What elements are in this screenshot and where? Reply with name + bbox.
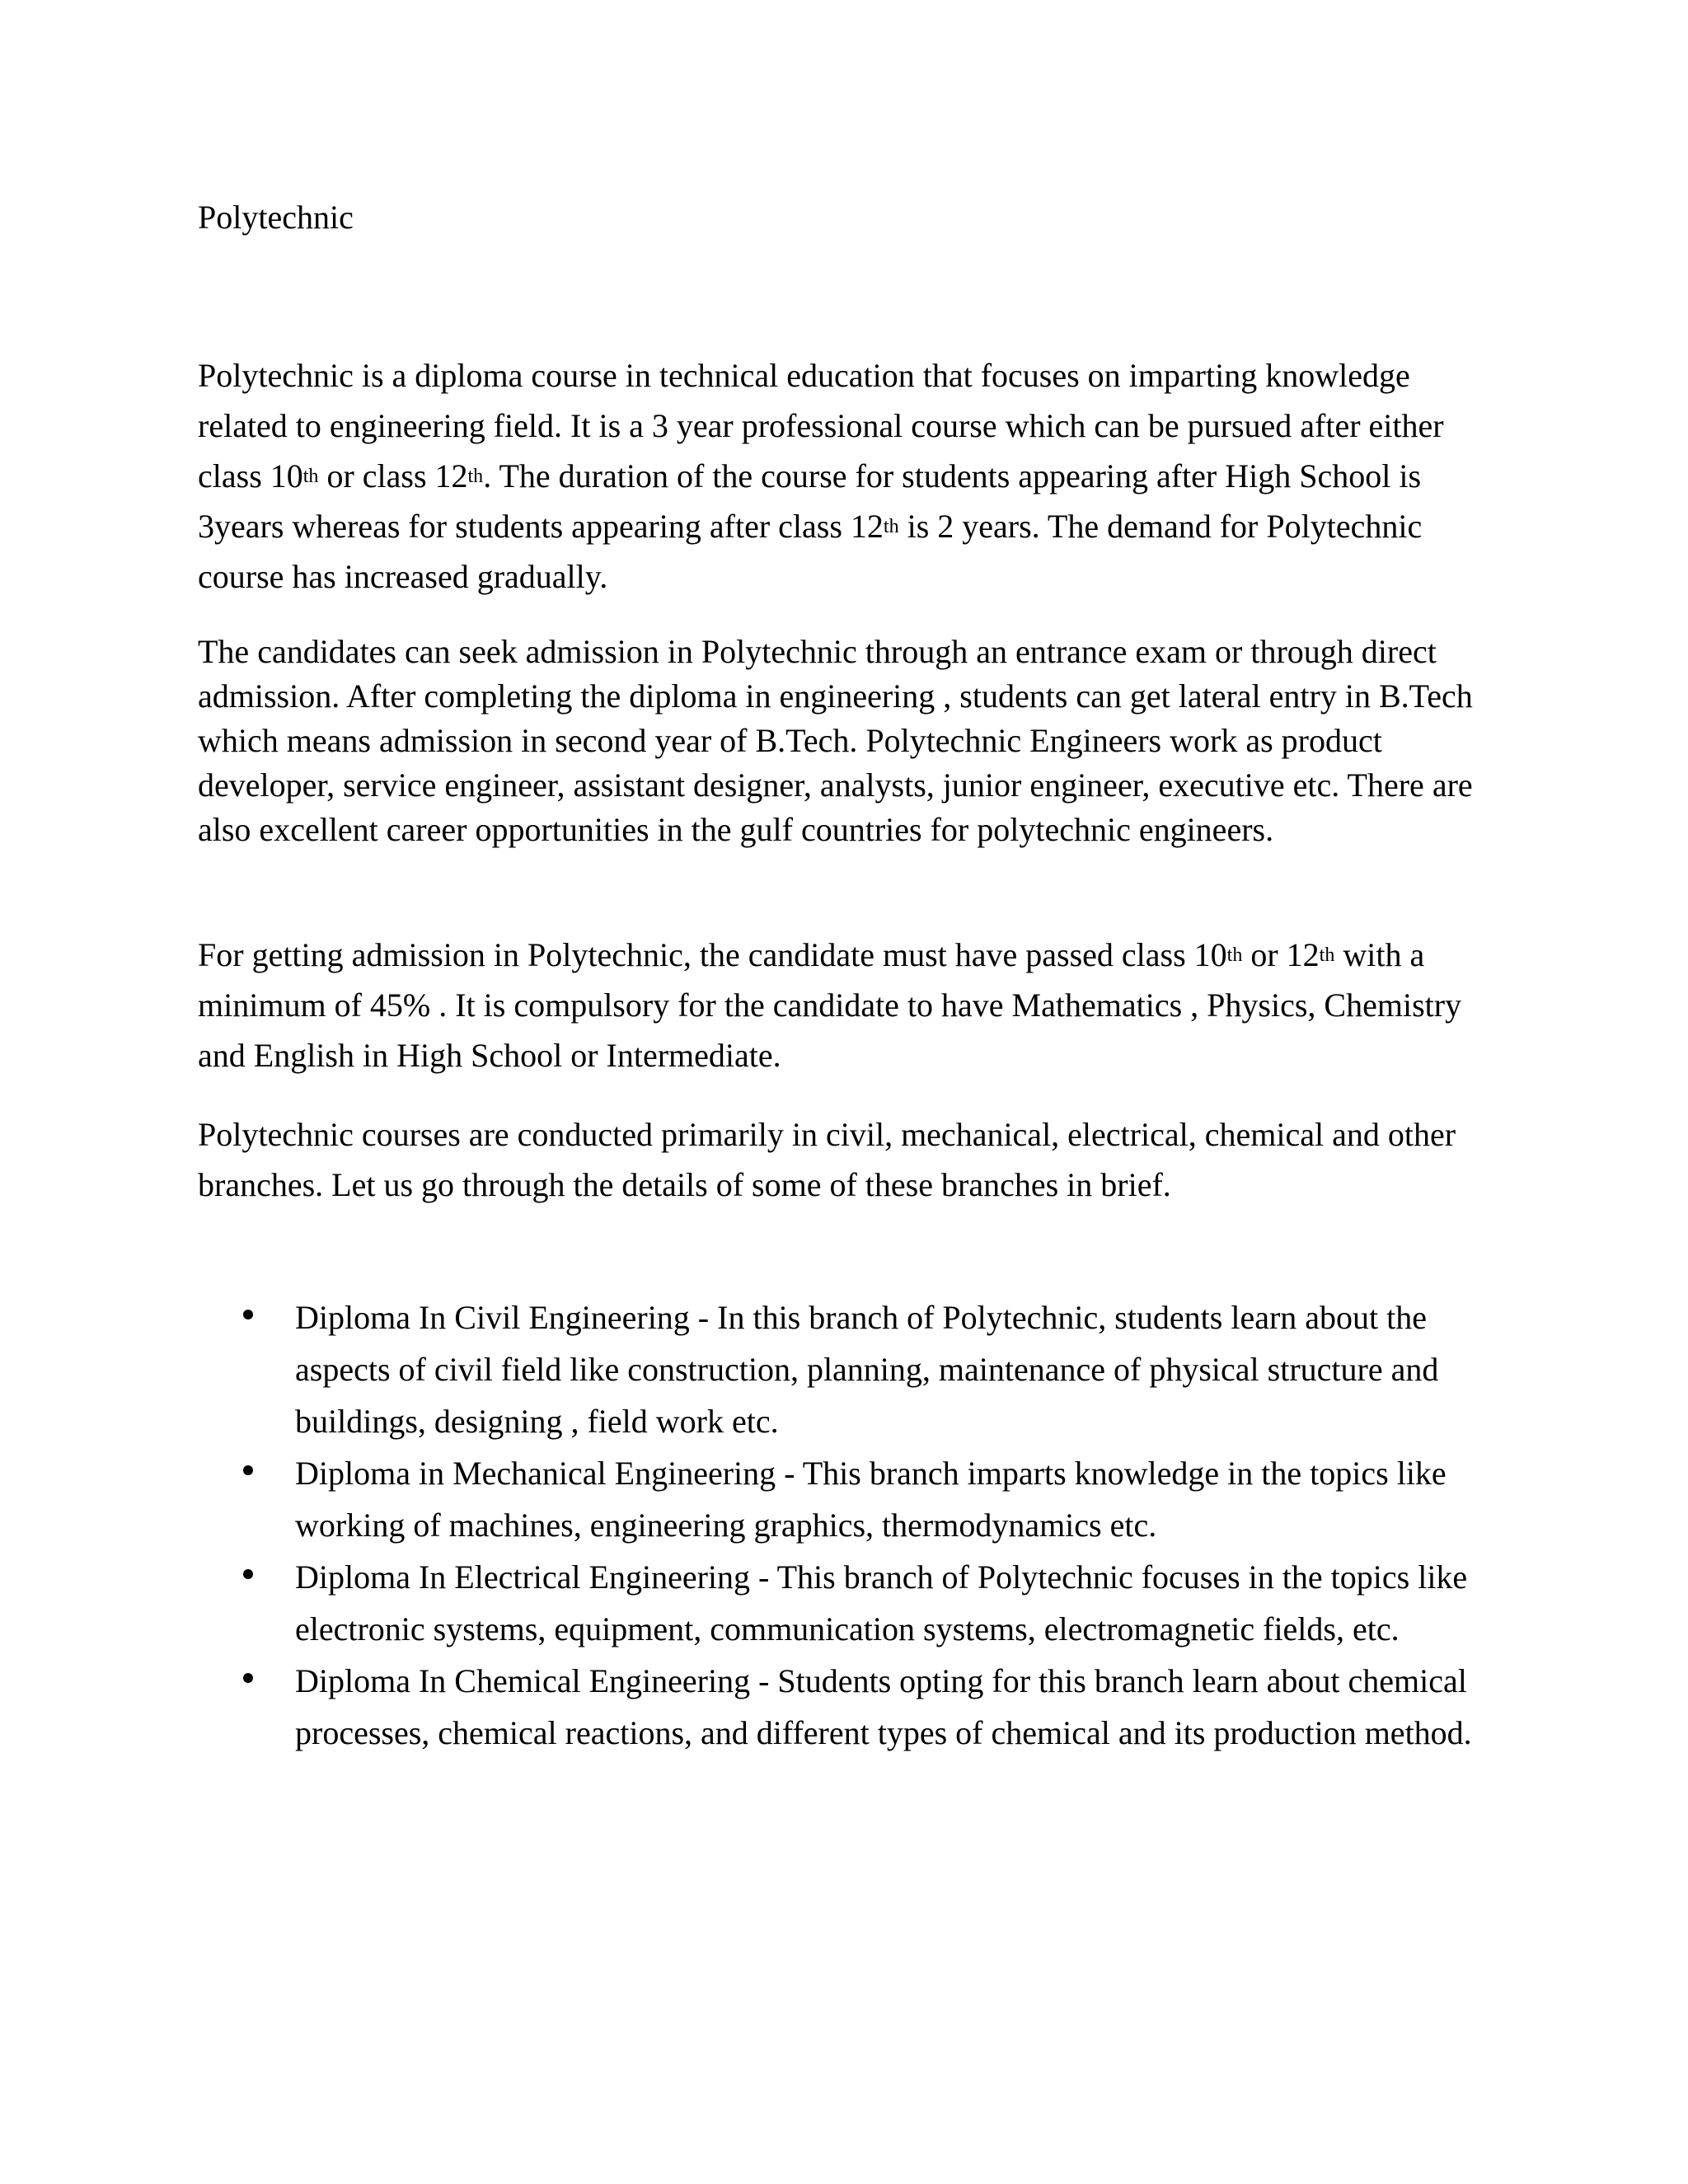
list-item-chemical	[198, 1655, 1492, 1759]
list-item-text: Diploma In Electrical Engineering - This branch of Polytechnic focuses in the topics like electronic systems, equipment, communication systems, electromagnetic fields, etc.	[295, 1558, 1468, 1647]
superscript-th: th	[883, 516, 899, 537]
document-title: Polytechnic	[198, 199, 354, 236]
list-item-text: Diploma in Mechanical Engineering - This branch imparts knowledge in the topics like working of machines, engineering graphics, thermodynamics etc.	[295, 1455, 1447, 1544]
admission-paragraph: The candidates can seek admission in Polytechnic through an entrance exam or through direct admission. After completing the diploma in engineering , students can get lateral entry in B.Tech which means admission in second year of B.Tech. Polytechnic Engineers work as product developer, service engineer, assistant designer, analysts, junior engineer, executive etc. There are also excellent career opportunities in the gulf countries for polytechnic engineers.	[198, 633, 1473, 848]
superscript-th: th	[1226, 944, 1243, 966]
list-item-mechanical	[198, 1447, 1492, 1551]
list-item-electrical	[198, 1551, 1492, 1655]
bullet-icon	[243, 1673, 253, 1683]
eligibility-text-part-1: For getting admission in Polytechnic, the candidate must have passed class 10	[198, 936, 1227, 973]
branches-intro-paragraph: Polytechnic courses are conducted primarily in civil, mechanical, electrical, chemical and other branches. Let us go through the details of some of these branches in brief.	[198, 1116, 1456, 1203]
bullet-icon	[243, 1310, 253, 1319]
superscript-th: th	[1319, 944, 1335, 966]
intro-text-part-4: is 2 years. The demand for Polytechnic course has increased gradually.	[198, 508, 1423, 595]
superscript-th: th	[467, 466, 484, 487]
intro-paragraph	[198, 350, 1492, 602]
intro-text-part-2: or class 12	[318, 457, 468, 494]
branches-list	[198, 1291, 1492, 1759]
superscript-th: th	[302, 466, 319, 487]
intro-text-part-3: . The duration of the course for students appearing after High School is 3years whereas for students appearing after class 12	[198, 457, 1422, 545]
eligibility-text-part-2: or 12	[1242, 936, 1320, 973]
intro-text-part-1: Polytechnic is a diploma course in technical education that focuses on imparting knowledge related to engineering field. It is a 3 year professional course which can be pursued after either class 10	[198, 357, 1444, 494]
bullet-icon	[243, 1569, 253, 1579]
list-item-text: Diploma In Chemical Engineering - Students opting for this branch learn about chemical processes, chemical reactions, and different types of chemical and its production method.	[295, 1662, 1472, 1751]
eligibility-paragraph	[198, 930, 1492, 1080]
list-item-civil	[198, 1291, 1492, 1447]
bullet-icon	[243, 1465, 253, 1475]
list-item-text: Diploma In Civil Engineering - In this branch of Polytechnic, students learn about the aspects of civil field like construction, planning, maintenance of physical structure and buildings, designing , field work etc.	[295, 1299, 1439, 1440]
eligibility-text-part-3: with a minimum of 45% . It is compulsory for the candidate to have Mathematics , Physics, Chemistry and English in High School or Intermediate.	[198, 936, 1462, 1074]
